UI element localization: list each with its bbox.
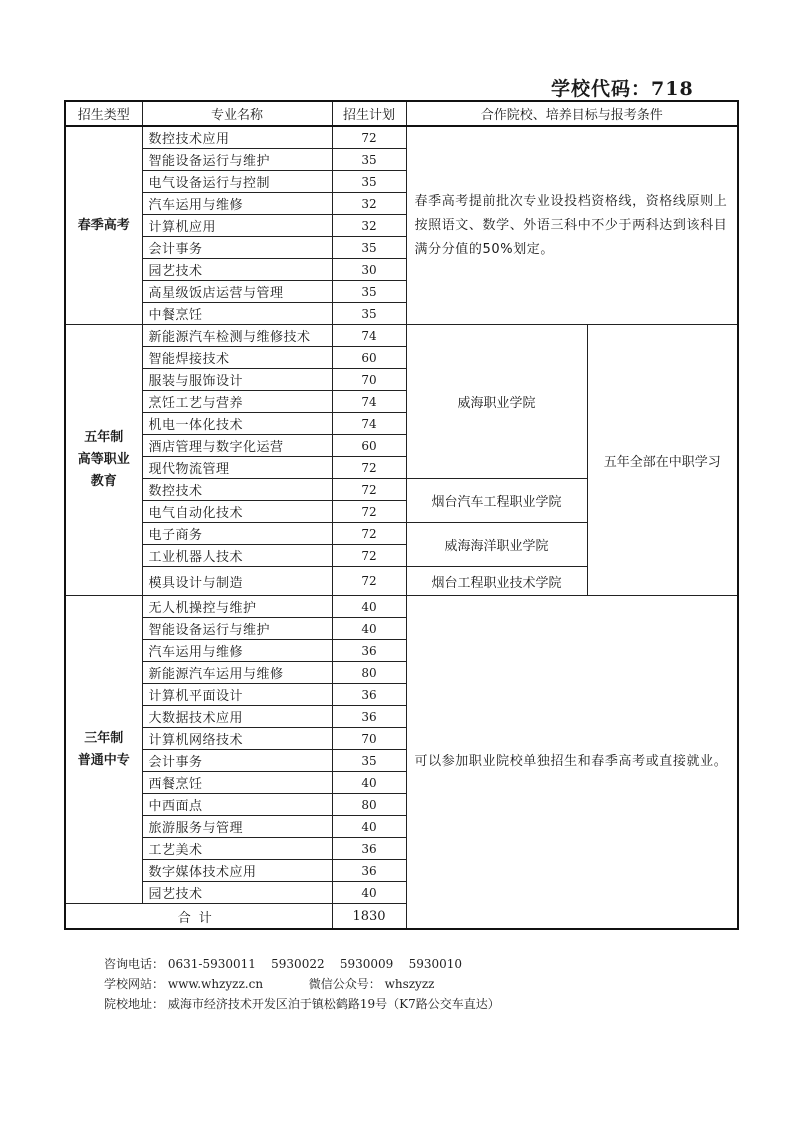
wechat-label: 微信公众号：	[308, 977, 381, 991]
category-line: 高等职业	[77, 452, 130, 467]
plan-count: 35	[332, 237, 406, 259]
partner-yantai-engineering: 烟台工程职业技术学院	[406, 567, 587, 596]
table-row	[65, 126, 738, 149]
website-link[interactable]: www.whzyzz.cn	[167, 977, 264, 991]
plan-count: 74	[332, 413, 406, 435]
school-code: 学校代码：718	[551, 78, 694, 100]
category-five-year	[65, 325, 142, 596]
plan-count: 36	[332, 860, 406, 882]
table-row	[65, 325, 738, 347]
plan-count: 70	[332, 728, 406, 750]
major-name: 数控技术	[142, 479, 332, 501]
major-name: 数控技术应用	[142, 126, 332, 149]
plan-count: 30	[332, 259, 406, 281]
category-line: 五年制	[84, 430, 124, 445]
plan-count: 40	[332, 596, 406, 618]
major-name: 智能焊接技术	[142, 347, 332, 369]
major-name: 电子商务	[142, 523, 332, 545]
plan-count: 74	[332, 325, 406, 347]
header-row	[65, 101, 738, 126]
phone-number: 5930010	[408, 957, 463, 971]
plan-count: 32	[332, 215, 406, 237]
plan-count: 36	[332, 640, 406, 662]
major-name: 数字媒体技术应用	[142, 860, 332, 882]
major-name: 计算机网络技术	[142, 728, 332, 750]
major-name: 电气自动化技术	[142, 501, 332, 523]
major-name: 工业机器人技术	[142, 545, 332, 567]
plan-count: 36	[332, 684, 406, 706]
major-name: 会计事务	[142, 750, 332, 772]
major-name: 汽车运用与维修	[142, 193, 332, 215]
wechat-id: whszyzz	[384, 977, 435, 991]
contact-footer	[104, 954, 500, 1014]
major-name: 电气设备运行与控制	[142, 171, 332, 193]
header-major: 专业名称	[142, 101, 332, 126]
major-name: 中餐烹饪	[142, 303, 332, 325]
major-name: 计算机应用	[142, 215, 332, 237]
phone-number: 0631-5930011	[167, 957, 256, 971]
address-line	[104, 994, 500, 1014]
category-line: 三年制	[84, 730, 124, 746]
spring-conditions: 春季高考提前批次专业设投档资格线，资格线原则上按照语文、数学、外语三科中不少于两科达到该科目满分分值的50%划定。	[406, 126, 738, 325]
website-label: 学校网站：	[104, 977, 165, 991]
plan-count: 40	[332, 772, 406, 794]
plan-count: 72	[332, 567, 406, 596]
phone-label: 咨询电话：	[104, 957, 165, 971]
major-name: 智能设备运行与维护	[142, 149, 332, 171]
major-name: 服装与服饰设计	[142, 369, 332, 391]
category-line: 普通中专	[77, 752, 130, 768]
header-category: 招生类型	[65, 101, 142, 126]
plan-count: 72	[332, 126, 406, 149]
plan-count: 36	[332, 838, 406, 860]
major-name: 新能源汽车运用与维修	[142, 662, 332, 684]
plan-count: 32	[332, 193, 406, 215]
plan-count: 72	[332, 545, 406, 567]
total-value: 1830	[332, 904, 406, 930]
major-name: 计算机平面设计	[142, 684, 332, 706]
phone-line	[104, 954, 500, 974]
plan-count: 72	[332, 479, 406, 501]
plan-count: 40	[332, 882, 406, 904]
major-name: 新能源汽车检测与维修技术	[142, 325, 332, 347]
plan-count: 36	[332, 706, 406, 728]
plan-count: 35	[332, 171, 406, 193]
plan-count: 70	[332, 369, 406, 391]
major-name: 机电一体化技术	[142, 413, 332, 435]
plan-count: 40	[332, 618, 406, 640]
partner-weihai-vocational: 威海职业学院	[406, 325, 587, 479]
major-name: 高星级饭店运营与管理	[142, 281, 332, 303]
phone-number: 5930022	[271, 957, 325, 971]
major-name: 大数据技术应用	[142, 706, 332, 728]
plan-count: 72	[332, 501, 406, 523]
major-name: 无人机操控与维护	[142, 596, 332, 618]
five-year-goal: 五年全部在中职学习	[587, 325, 738, 596]
major-name: 西餐烹饪	[142, 772, 332, 794]
total-label: 合计	[65, 904, 332, 930]
major-name: 酒店管理与数字化运营	[142, 435, 332, 457]
plan-count: 80	[332, 662, 406, 684]
plan-count: 80	[332, 794, 406, 816]
plan-count: 60	[332, 347, 406, 369]
major-name: 会计事务	[142, 237, 332, 259]
partner-yantai-auto: 烟台汽车工程职业学院	[406, 479, 587, 523]
plan-count: 74	[332, 391, 406, 413]
plan-count: 40	[332, 816, 406, 838]
table-row	[65, 596, 738, 618]
address-text: 威海市经济技术开发区泊于镇松鹤路19号（K7路公交车直达）	[167, 997, 500, 1011]
plan-count: 35	[332, 303, 406, 325]
three-year-conditions: 可以参加职业院校单独招生和春季高考或直接就业。	[406, 596, 738, 930]
major-name: 旅游服务与管理	[142, 816, 332, 838]
major-name: 烹饪工艺与营养	[142, 391, 332, 413]
major-name: 工艺美术	[142, 838, 332, 860]
category-line: 教育	[90, 474, 117, 489]
plan-count: 35	[332, 149, 406, 171]
plan-count: 60	[332, 435, 406, 457]
major-name: 模具设计与制造	[142, 567, 332, 596]
enrollment-table	[64, 100, 739, 930]
header-plan: 招生计划	[332, 101, 406, 126]
partner-weihai-ocean: 威海海洋职业学院	[406, 523, 587, 567]
category-three-year	[65, 596, 142, 904]
major-name: 智能设备运行与维护	[142, 618, 332, 640]
major-name: 中西面点	[142, 794, 332, 816]
plan-count: 72	[332, 457, 406, 479]
category-spring: 春季高考	[65, 126, 142, 325]
address-label: 院校地址：	[104, 997, 165, 1011]
major-name: 园艺技术	[142, 882, 332, 904]
major-name: 园艺技术	[142, 259, 332, 281]
phone-number: 5930009	[339, 957, 394, 971]
plan-count: 35	[332, 281, 406, 303]
header-conditions: 合作院校、培养目标与报考条件	[406, 101, 738, 126]
major-name: 现代物流管理	[142, 457, 332, 479]
plan-count: 35	[332, 750, 406, 772]
plan-count: 72	[332, 523, 406, 545]
website-line	[104, 974, 500, 994]
major-name: 汽车运用与维修	[142, 640, 332, 662]
